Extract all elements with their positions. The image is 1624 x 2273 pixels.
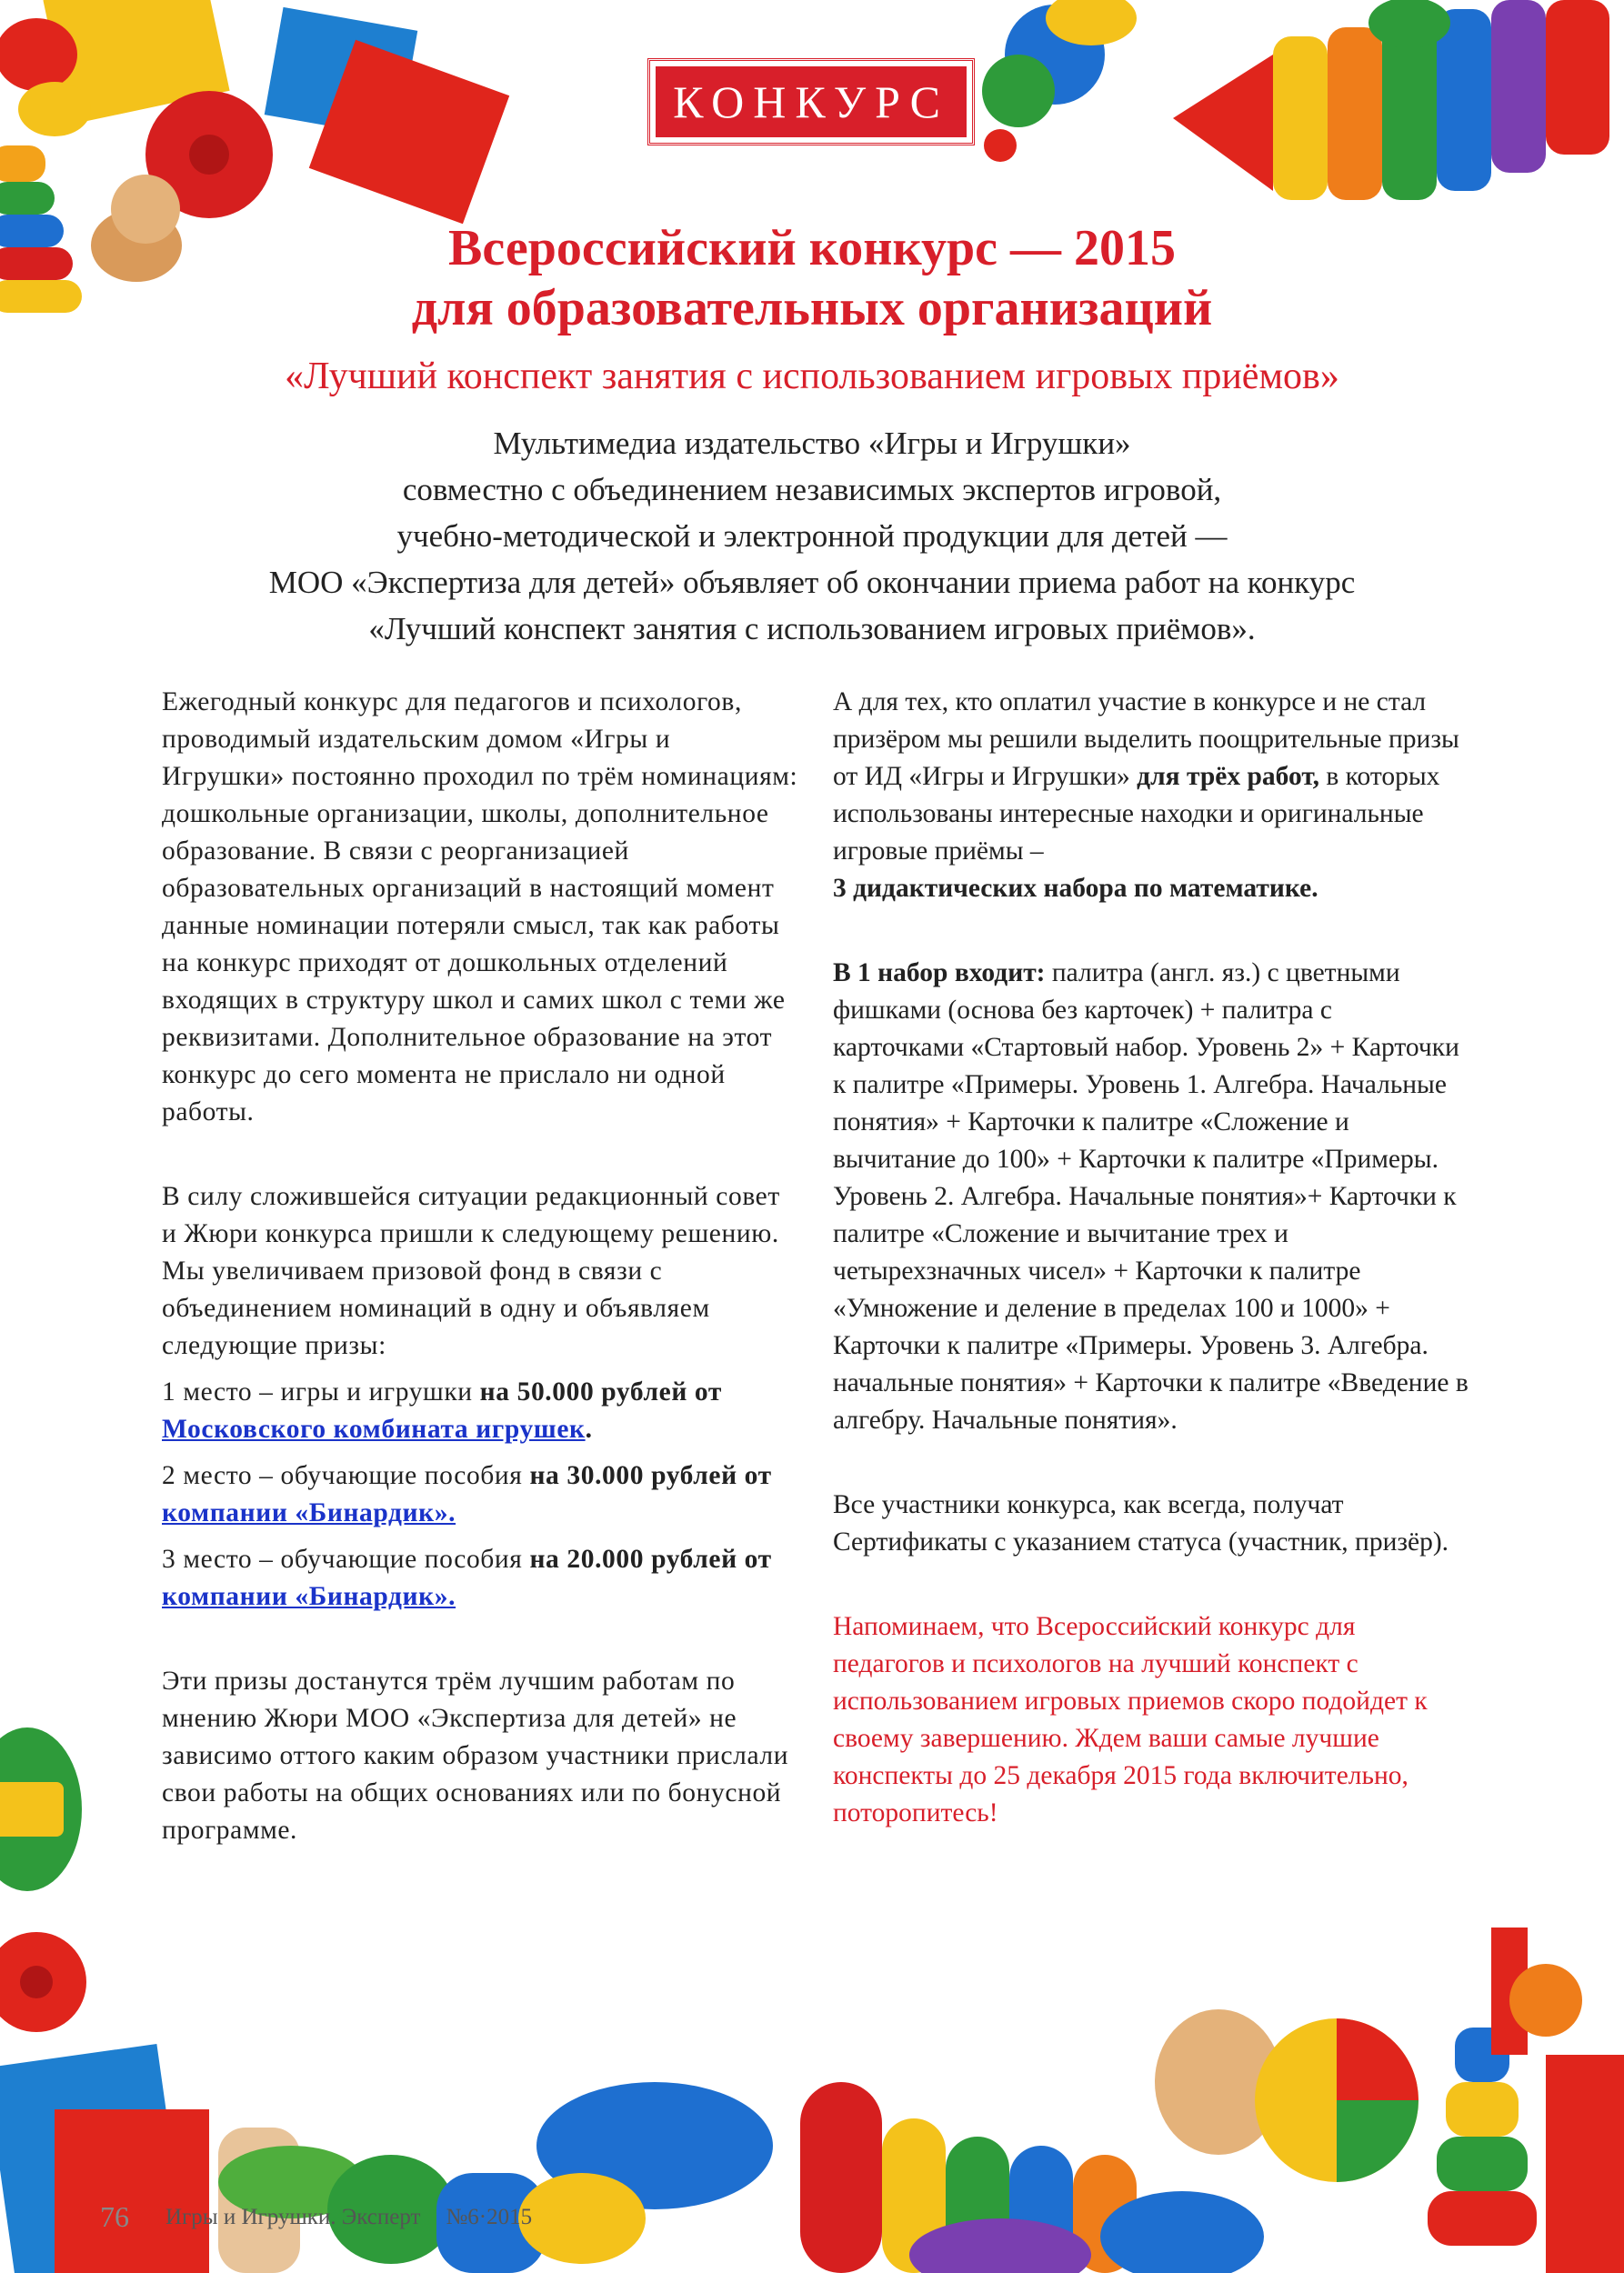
prize-3-sponsor-link[interactable]: компании «Бинардик». — [162, 1582, 456, 1611]
left-paragraph-2: В силу сложившейся ситуации редакционный совет и Жюри конкурса пришли к следующему решению. Мы увеличиваем призовой фонд в связи с объединением номинаций в одну и объявляем следующие призы: — [162, 1182, 780, 1360]
right-column — [833, 684, 1469, 1832]
intro-line: «Лучший конспект занятия с использованием игровых приёмов». — [368, 611, 1256, 646]
page-title — [0, 218, 1624, 338]
prize-1: 1 место – игры и игрушки на 50.000 рублей от Московского комбината игрушек. — [162, 1377, 722, 1444]
intro-paragraph — [136, 420, 1488, 652]
title-line-1: Всероссийский конкурс — 2015 — [447, 220, 1177, 276]
intro-line: учебно-методической и электронной продукции для детей — — [396, 518, 1228, 554]
left-side-toys — [0, 1727, 86, 2032]
intro-line: совместно с объединением независимых экспертов игровой, — [402, 472, 1222, 507]
reminder-paragraph: Напоминаем, что Всероссийский конкурс для педагогов и психологов на лучший конспект с использованием игровых приемов скоро подойдет к своему завершению. Ждем ваши самые лучшие конспекты до 25 декабря 2015 года включительно, поторопитесь! — [833, 1612, 1428, 1827]
top-right-toys — [982, 0, 1609, 200]
prize-2: 2 место – обучающие пособия на 30.000 рублей от компании «Бинардик». — [162, 1461, 772, 1527]
prize-2-sponsor-link[interactable]: компании «Бинардик». — [162, 1498, 456, 1527]
page-footer — [100, 2200, 532, 2234]
section-badge — [647, 58, 975, 145]
left-paragraph-3: Эти призы достанутся трём лучшим работам по мнению Жюри МОО «Экспертиза для детей» не зависимо оттого каким образом участники прислали свои работы на общих основаниях или по бонусной программе. — [162, 1667, 789, 1845]
left-column — [162, 684, 798, 1849]
page-subtitle: «Лучший конспект занятия с использованием игровых приёмов» — [285, 355, 1339, 397]
prize-1-sponsor-link[interactable]: Московского комбината игрушек — [162, 1415, 586, 1444]
prize-3: 3 место – обучающие пособия на 20.000 рублей от компании «Бинардик». — [162, 1545, 772, 1611]
right-paragraph-3: Все участники конкурса, как всегда, получат Сертификаты с указанием статуса (участник, призёр). — [833, 1490, 1449, 1557]
journal-name: Игры и Игрушки. Эксперт — [165, 2204, 421, 2229]
intro-line: МОО «Экспертиза для детей» объявляет об окончании приема работ на конкурс — [268, 565, 1356, 600]
section-badge-label: КОНКУРС — [656, 66, 967, 137]
left-paragraph-1: Ежегодный конкурс для педагогов и психологов, проводимый издательским домом «Игры и Игрушки» постоянно проходил по трём номинациям: дошкольные организации, школы, дополнительное образование. В связи с реорганизацией образовательных организаций в настоящий момент данные номинации потеряли смысл, так как работы на конкурс приходят от дошкольных отделений входящих в структуру школ и самих школ с теми же реквизитами. Дополнительное образование на этот конкурс до сего момента не прислало ни одной работы. — [162, 687, 798, 1126]
right-paragraph-2: В 1 набор входит: палитра (англ. яз.) с цветными фишками (основа без карточек) + палитра с карточками «Стартовый набор. Уровень 2» + Карточки к палитре «Примеры. Уровень 1. Алгебра. Начальные понятия» + Карточки к палитре «Сложение и вычитание до 100» + Карточки к палитре «Примеры. Уровень 2. Алгебра. Начальные понятия»+ Карточки к палитре «Сложение и вычитание трех и четырехзначных чисел» + Карточки к палитре «Умножение и деление в пределах 100 и 1000» + Карточки к палитре «Примеры. Уровень 3. Алгебра. начальные понятия» + Карточки к палитре «Введение в алгебру. Начальные понятия». — [833, 958, 1469, 1435]
title-line-2: для образовательных организаций — [411, 280, 1213, 336]
intro-line: Мультимедиа издательство «Игры и Игрушки» — [493, 426, 1131, 461]
issue-number: №6·2015 — [446, 2204, 533, 2229]
right-paragraph-1: А для тех, кто оплатил участие в конкурсе и не стал призёром мы решили выделить поощрительные призы от ИД «Игры и Игрушки» для трёх работ, в которых использованы интересные находки и оригинальные игровые приёмы – 3 дидактических набора по математике. — [833, 687, 1459, 903]
page-number: 76 — [100, 2200, 129, 2233]
